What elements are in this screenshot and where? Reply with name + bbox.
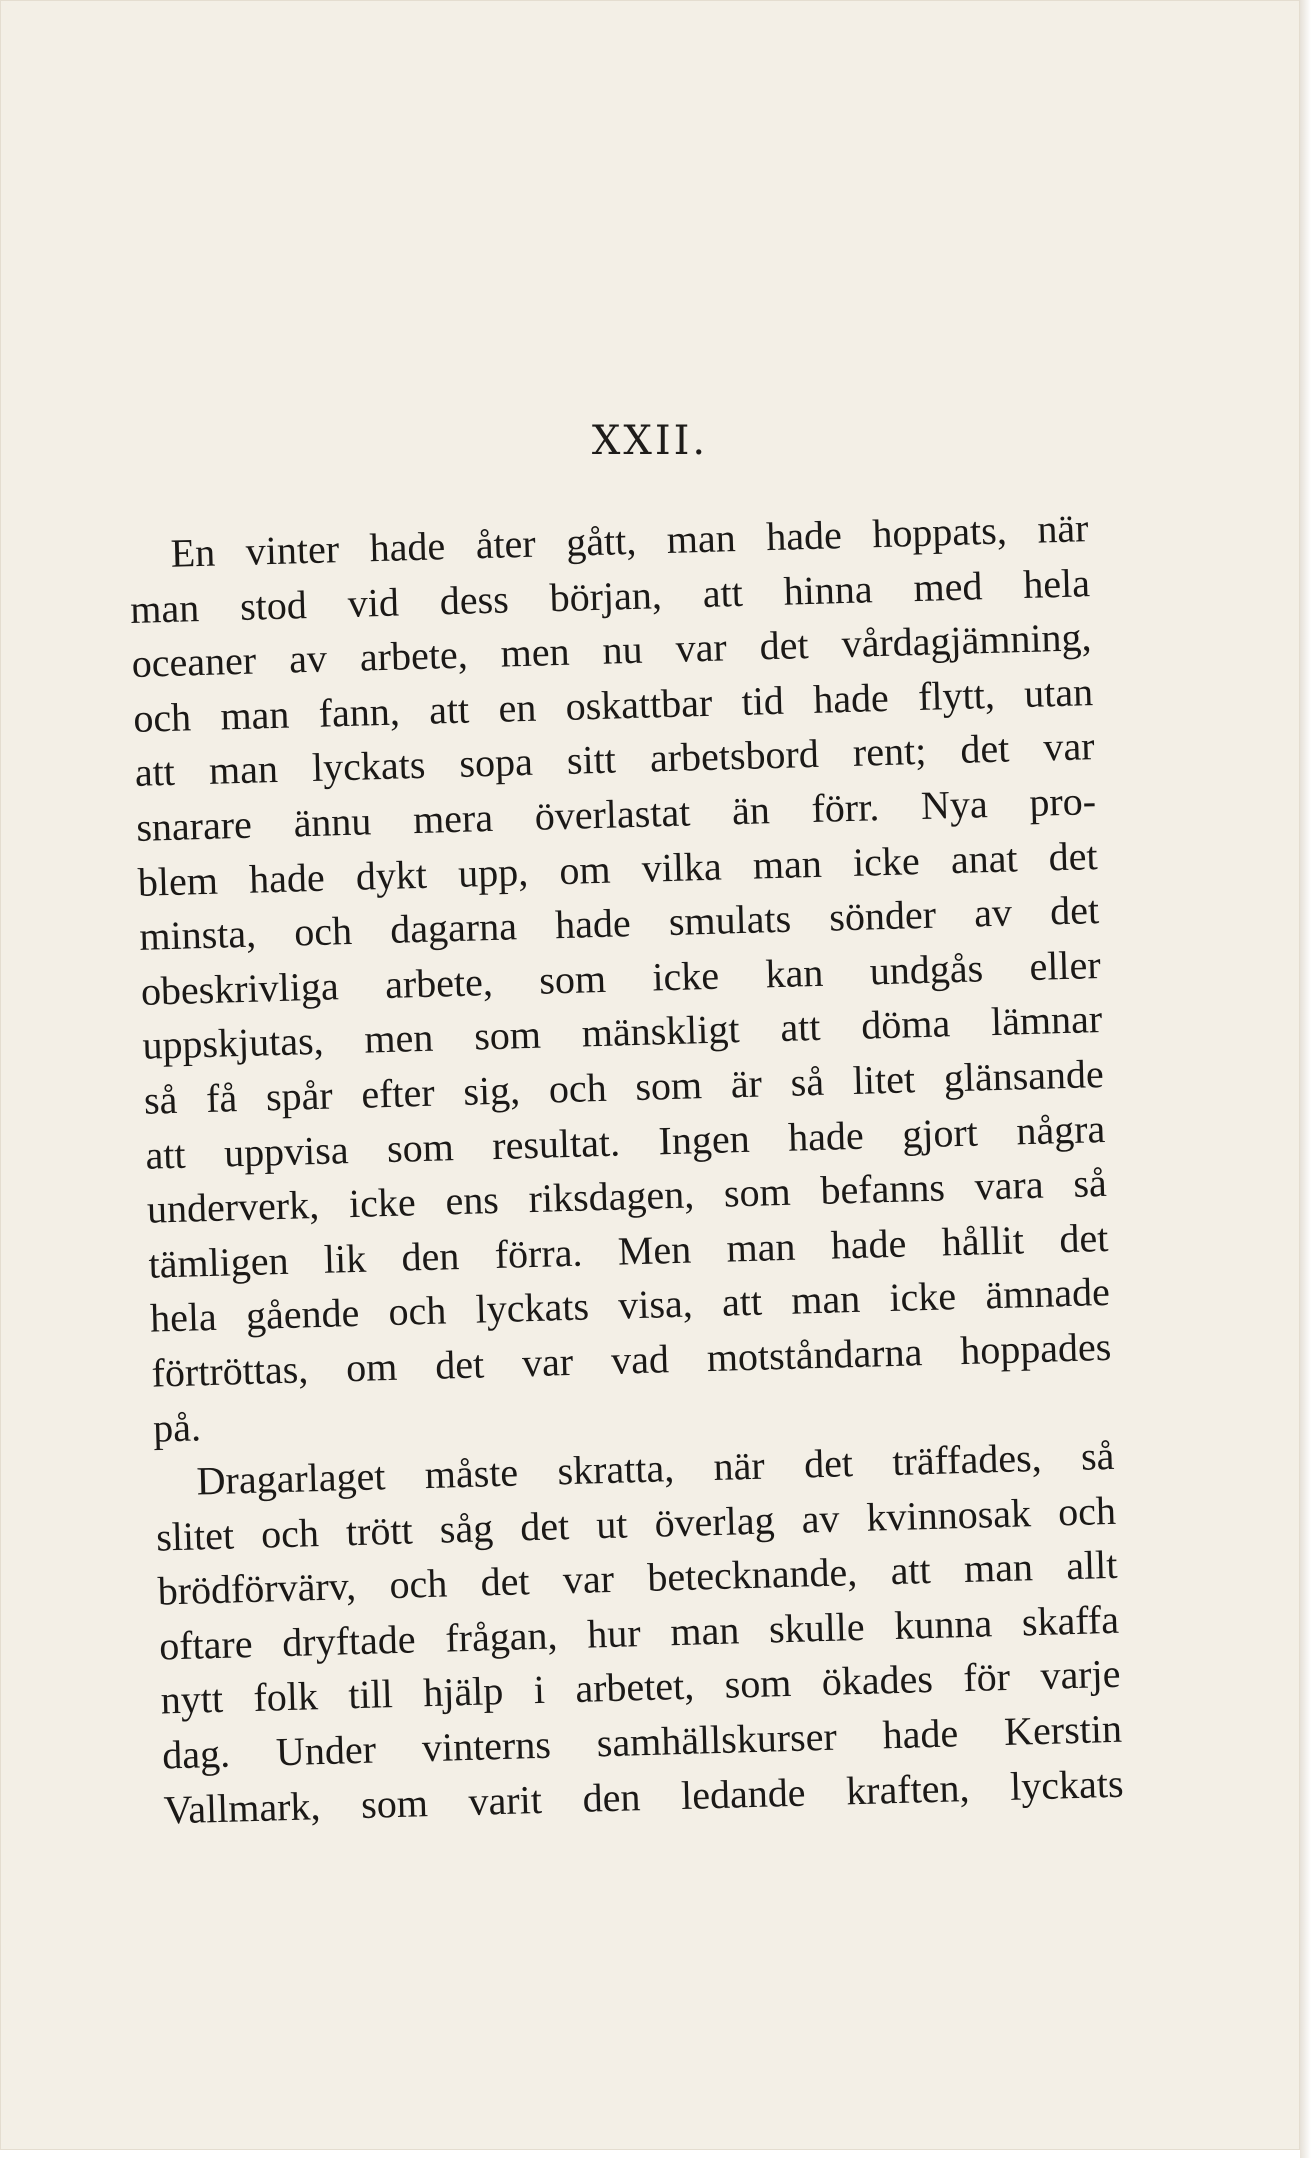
text-line: snarare ännu mera överlastat än förr. Nya pro- (135, 778, 1097, 850)
text-line: förtröttas, om det var vad motståndarna hoppades (150, 1323, 1112, 1396)
text-line: minsta, och dagarna hade smulats sönder av det (138, 887, 1100, 959)
chapter-heading: XXII. (591, 418, 709, 464)
text-line: så få spår efter sig, och som är så litet glänsande (143, 1050, 1105, 1123)
text-line: att uppvisa som resultat. Ingen hade gjort några (144, 1105, 1106, 1178)
text-line: En vinter hade åter gått, man hade hoppats, när (170, 505, 1089, 576)
text-line: oftare dryftade frågan, hur man skulle kunna skaffa (158, 1596, 1120, 1669)
text-line: att man lyckats sopa sitt arbetsbord rent; det var (134, 723, 1096, 796)
text-line: uppskjutas, men som mänskligt att döma lämnar (141, 996, 1103, 1069)
body-text (128, 501, 1124, 1838)
text-line: obeskrivliga arbete, som icke kan undgås eller (140, 941, 1102, 1014)
text-line: man stod vid dess början, att hinna med hela (129, 559, 1091, 632)
text-line: slitet och trött såg det ut överlag av kvinnosak och (155, 1487, 1117, 1560)
text-line: på. (152, 1403, 202, 1451)
text-line: och man fann, att en oskattbar tid hade flytt, utan (132, 668, 1094, 741)
text-line: oceaner av arbete, men nu var det vårdagjämning, (131, 614, 1093, 687)
text-line: tämligen lik den förra. Men man hade hållit det (147, 1214, 1109, 1287)
text-line: nytt folk till hjälp i arbetet, som ökades för varje (160, 1651, 1122, 1724)
text-line: underverk, icke ens riksdagen, som befanns vara så (146, 1160, 1108, 1232)
text-line: dag. Under vinterns samhällskurser hade Kerstin (161, 1705, 1123, 1778)
text-line: Dragarlaget måste skratta, när det träffades, så (196, 1432, 1115, 1504)
text-line: blem hade dykt upp, om vilka man icke anat det (137, 832, 1099, 905)
page-edge (1300, 0, 1311, 2158)
text-line: brödförvärv, och det var betecknande, att man allt (157, 1542, 1118, 1614)
text-line: Vallmark, som varit den ledande kraften, lyckats (163, 1760, 1125, 1833)
text-line: hela gående och lyckats visa, att man icke ämnade (149, 1269, 1111, 1341)
